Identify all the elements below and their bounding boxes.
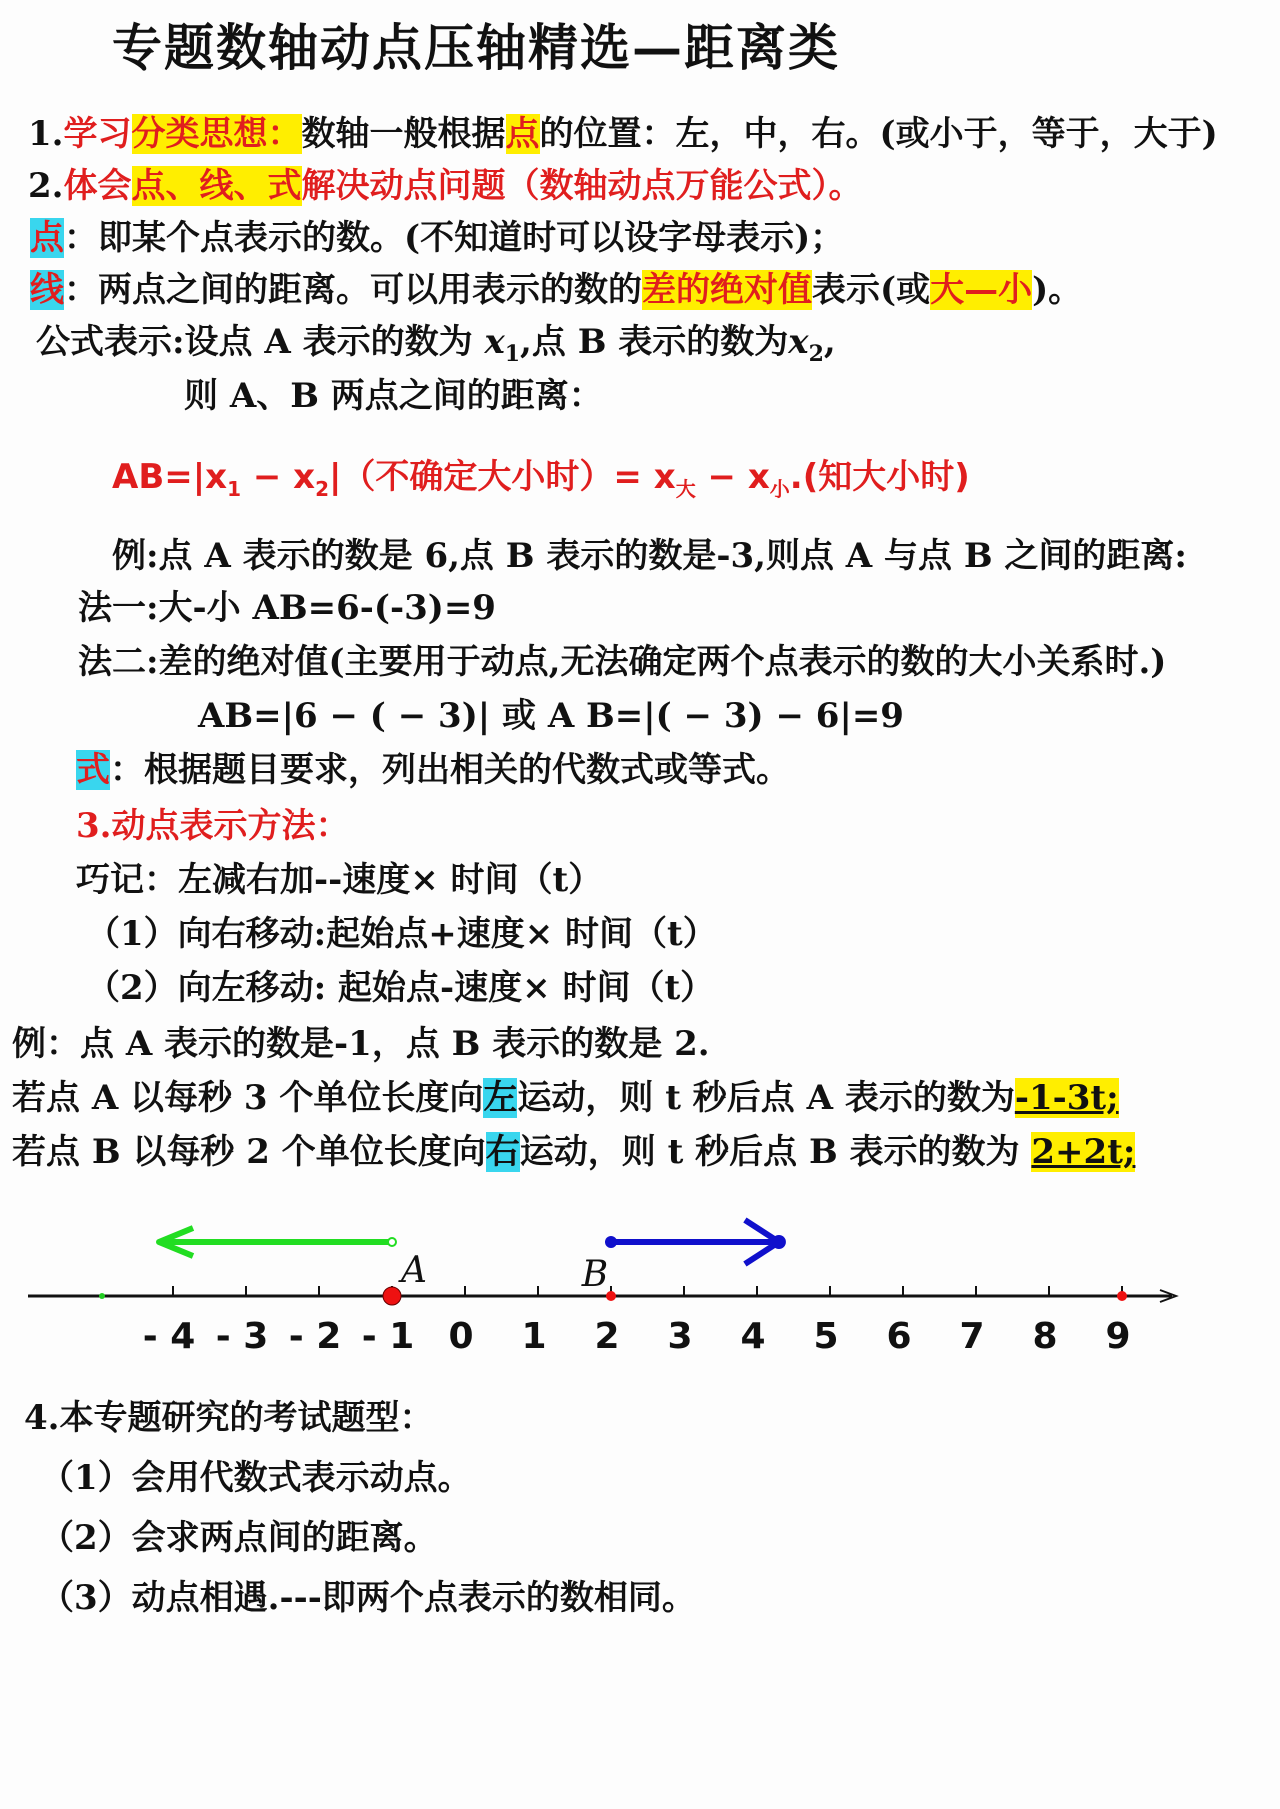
xian-line bbox=[30, 268, 1082, 312]
ruo-b-dir: 右 bbox=[485, 1132, 520, 1172]
gongshi-b: ,点 B 表示的数为 bbox=[520, 322, 789, 362]
point-b-label: B bbox=[581, 1254, 609, 1295]
axis-tick-label: 3 bbox=[667, 1316, 693, 1357]
gongshi-x2: x bbox=[788, 322, 809, 362]
ruo-b-answer: 2+2t; bbox=[1031, 1132, 1136, 1172]
method-2-equation: AB=|6 − ( − 3)| 或 A B=|( − 3) − 6|=9 bbox=[198, 696, 904, 736]
axis-tick-label: 7 bbox=[959, 1316, 985, 1357]
question-type-1: （1）会用代数式表示动点。 bbox=[40, 1458, 472, 1498]
method-1: 法一:大-小 AB=6-(-3)=9 bbox=[78, 588, 496, 628]
gongshi-s2: 2 bbox=[808, 340, 824, 367]
move-right-line: （1）向右移动:起始点+速度× 时间（t） bbox=[86, 914, 717, 954]
example-2: 例：点 A 表示的数是-1，点 B 表示的数是 2. bbox=[12, 1024, 710, 1064]
axis-tick-label: 4 bbox=[740, 1316, 766, 1357]
page-title: 专题数轴动点压轴精选—距离类 bbox=[112, 18, 840, 77]
right-arrow-end-dot bbox=[772, 1235, 786, 1249]
ruo-b-b: 运动，则 t 秒后点 B 表示的数为 bbox=[519, 1132, 1032, 1172]
point-a-dot bbox=[383, 1287, 401, 1305]
ruo-a-line bbox=[12, 1076, 1119, 1120]
question-type-3: （3）动点相遇.---即两个点表示的数相同。 bbox=[40, 1578, 696, 1618]
number-line-diagram bbox=[0, 1200, 1280, 1360]
axis-tick-label: - 1 bbox=[361, 1316, 415, 1357]
formula-a: AB=|x bbox=[112, 457, 228, 497]
question-type-2: （2）会求两点间的距离。 bbox=[40, 1518, 438, 1558]
section-2-c: 解决动点问题（数轴动点万能公式）。 bbox=[301, 166, 863, 206]
left-arrow-start-dot bbox=[388, 1238, 396, 1246]
shi-text: ：根据题目要求，列出相关的代数式或等式。 bbox=[110, 750, 790, 790]
right-arrow-start-dot bbox=[605, 1236, 617, 1248]
example-1: 例:点 A 表示的数是 6,点 B 表示的数是-3,则点 A 与点 B 之间的距离: bbox=[112, 536, 1187, 576]
axis-left-marker-dot bbox=[99, 1293, 105, 1299]
ruo-b-a: 若点 B 以每秒 2 个单位长度向 bbox=[12, 1132, 486, 1172]
xian-d: 大—小 bbox=[930, 270, 1033, 310]
section-1-heading-a: 学习 bbox=[63, 114, 132, 154]
axis-tick-label: - 3 bbox=[215, 1316, 269, 1357]
gongshi-c: , bbox=[823, 322, 836, 362]
formula-c: |（不确定大小时）= x bbox=[329, 457, 676, 497]
axis-tick-label: - 2 bbox=[288, 1316, 342, 1357]
ruo-a-dir: 左 bbox=[483, 1078, 518, 1118]
section-1-number: 1. bbox=[28, 114, 64, 154]
ruo-b-line bbox=[12, 1130, 1135, 1174]
xian-a: ：两点之间的距离。可以用表示的数的 bbox=[64, 270, 642, 310]
section-1-heading-b: 分类思想： bbox=[131, 114, 302, 154]
axis-tick-label: 2 bbox=[594, 1316, 620, 1357]
qiaoji-line: 巧记：左减右加--速度× 时间（t） bbox=[76, 860, 603, 900]
formula-s4: 小 bbox=[769, 476, 790, 501]
gongshi-x1: x bbox=[484, 322, 505, 362]
axis-tick-label: 5 bbox=[813, 1316, 839, 1357]
section-2-line bbox=[28, 164, 863, 208]
xian-tag: 线 bbox=[30, 270, 64, 310]
gongshi-a: 公式表示:设点 A 表示的数为 bbox=[36, 322, 485, 362]
axis-tick-label: 6 bbox=[886, 1316, 912, 1357]
section-4-heading: 4.本专题研究的考试题型： bbox=[24, 1398, 434, 1438]
point-a-label: A bbox=[401, 1250, 427, 1291]
xian-c: 表示(或 bbox=[812, 270, 931, 310]
formula-s1: 1 bbox=[227, 476, 241, 501]
move-left-line: （2）向左移动: 起始点-速度× 时间（t） bbox=[86, 968, 715, 1008]
section-1-text-e: 的位置：左，中，右。(或小于，等于，大于) bbox=[539, 114, 1218, 154]
number-line-axis bbox=[28, 1220, 1176, 1357]
dian-text: ：即某个点表示的数。(不知道时可以设字母表示)； bbox=[64, 218, 845, 258]
gongshi-line bbox=[36, 320, 836, 376]
formula-b: − x bbox=[241, 457, 316, 497]
section-2-number: 2. bbox=[28, 166, 64, 206]
section-1-point: 点 bbox=[505, 114, 540, 154]
shi-tag: 式 bbox=[76, 750, 110, 790]
axis-tick-label: 9 bbox=[1105, 1316, 1131, 1357]
formula-s3: 大 bbox=[675, 476, 696, 501]
point-nine-dot bbox=[1117, 1291, 1127, 1301]
xian-e: )。 bbox=[1032, 270, 1083, 310]
gongshi-s1: 1 bbox=[504, 340, 521, 367]
dian-tag: 点 bbox=[30, 218, 64, 258]
formula-d: − x bbox=[695, 457, 770, 497]
formula-e: .(知大小时) bbox=[789, 457, 970, 497]
axis-tick-label: 1 bbox=[521, 1316, 547, 1357]
xian-b: 差的绝对值 bbox=[642, 270, 812, 310]
section-1-line bbox=[28, 112, 1218, 156]
ruo-a-answer: -1-3t; bbox=[1014, 1078, 1119, 1118]
formula-s2: 2 bbox=[315, 476, 330, 501]
method-2: 法二:差的绝对值(主要用于动点,无法确定两个点表示的数的大小关系时.) bbox=[78, 642, 1167, 682]
section-3-heading: 3.动点表示方法： bbox=[76, 806, 350, 846]
axis-tick-label: 8 bbox=[1032, 1316, 1058, 1357]
distance-formula bbox=[112, 452, 970, 514]
ruo-a-a: 若点 A 以每秒 3 个单位长度向 bbox=[12, 1078, 484, 1118]
shi-line bbox=[76, 748, 790, 792]
axis-tick-label: - 4 bbox=[142, 1316, 196, 1357]
ze-line: 则 A、B 两点之间的距离： bbox=[184, 376, 603, 416]
dian-line bbox=[30, 216, 844, 260]
section-2-a: 体会 bbox=[63, 166, 132, 206]
section-1-text-c: 数轴一般根据 bbox=[301, 114, 506, 154]
ruo-a-b: 运动，则 t 秒后点 A 表示的数为 bbox=[517, 1078, 1015, 1118]
section-2-b: 点、线、式 bbox=[131, 166, 302, 206]
axis-tick-label: 0 bbox=[448, 1316, 474, 1357]
